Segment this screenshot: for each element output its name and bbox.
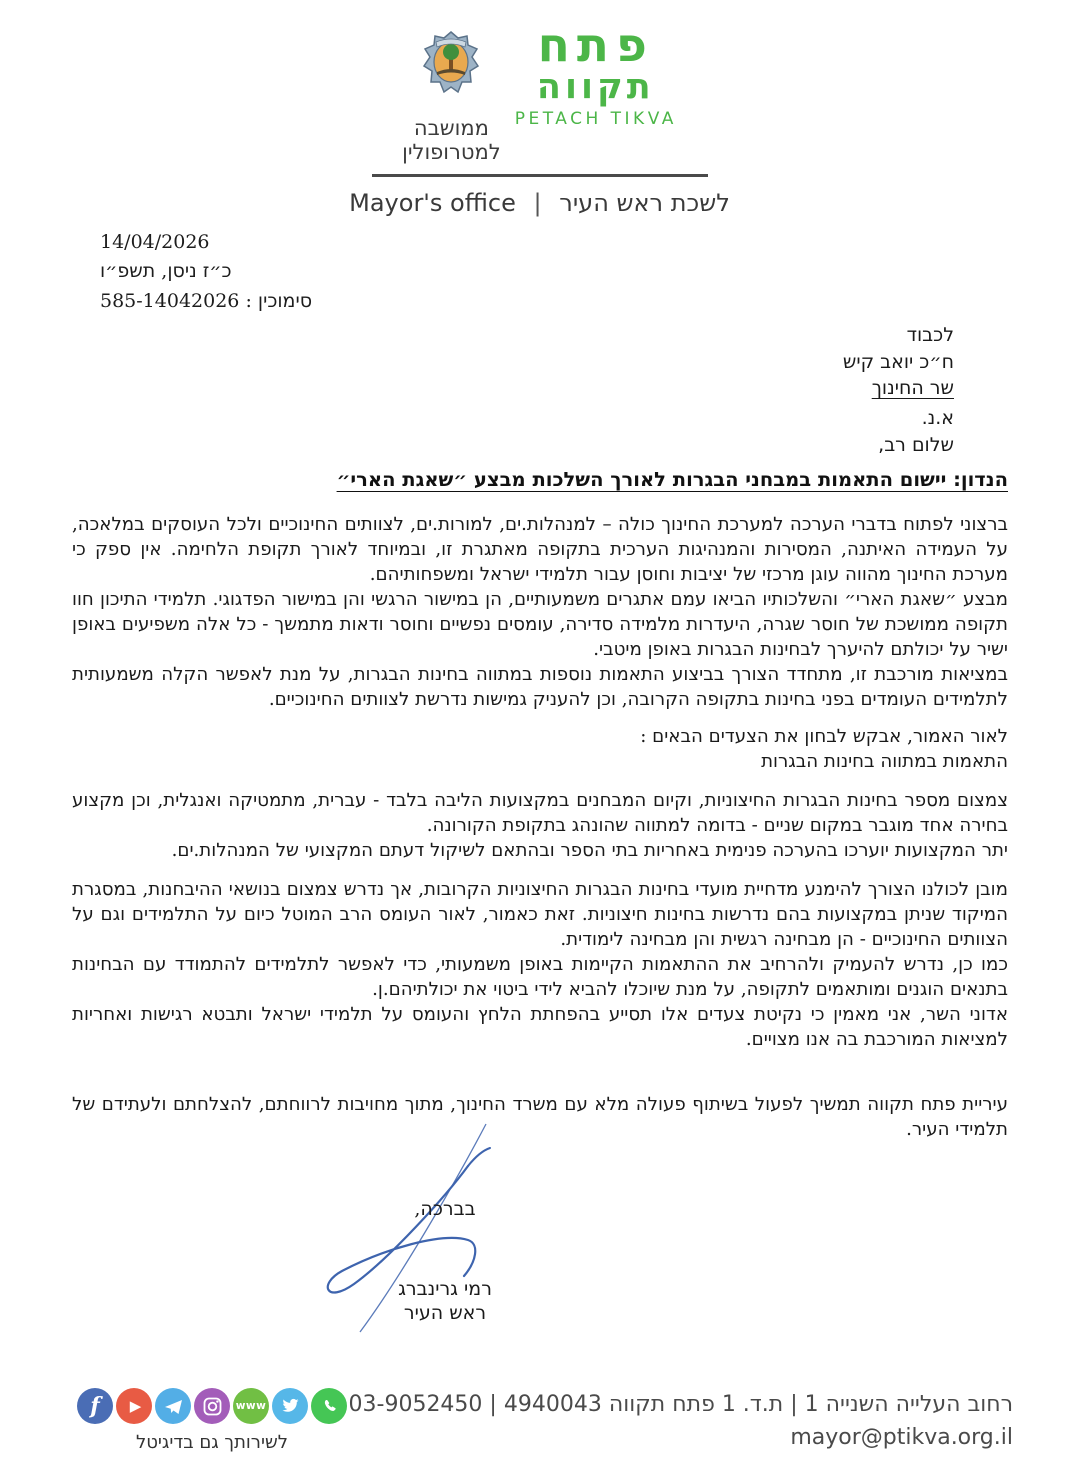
farewell: בברכה, [414,1198,476,1220]
greeting-block [878,405,954,458]
recipient-honorific: לכבוד [906,324,954,346]
body-paragraph: מובן לכולנו הצורך להימנע מדחיית מועדי בחינות הבגרות החיצוניות הקרובות, אך נדרש צמצום בנושאי ההיבחנות, במסגרת המיקוד שניתן במקצועות בהם נדרשות בחינות חיצוניות. זאת כאמור, לאור העומס הרב המוטל כיום על התלמידים וגם על הצוותים החינוכיים - הן מבחינה רגשית והן מבחינה לימודית. [72,879,1008,950]
social-tagline: לשירותך גם בדיגיטל [136,1432,288,1453]
header-divider [372,174,708,177]
footer-email: mayor@ptikva.org.il [790,1425,1013,1450]
logo-hebrew-top: פתח [537,18,654,73]
office-title [0,189,1079,217]
letter-meta [100,228,312,316]
closing-block [328,1198,562,1324]
body-paragraph: יתר המקצועות יוערכו בהערכה פנימית באחריות בתי הספר ובהתאם לשיקול דעתם המקצועי של המנהלות.ים. [171,840,1008,861]
letterhead [0,18,1079,218]
signer-title: ראש העיר [403,1302,487,1324]
instagram-icon [194,1388,230,1424]
body-paragraph: לאור האמור, אבקש לבחון את הצעדים הבאים : [640,726,1008,747]
recipient-name: ח״כ יואב קיש [842,350,954,373]
body-paragraph: אדוני השר, אני מאמין כי נקיטת צעדים אלו תסייע בהפחתת הלחץ והעומס על תלמידי ישראל ותבטא רגישות ואחריות למציאות המורכבת בה אנו מצויים. [72,1004,1008,1050]
youtube-icon: ▶ [116,1388,152,1424]
letter-body [72,512,1008,1142]
body-paragraph: במציאות מורכבת זו, מתחדד הצורך בביצוע התאמות נוספות במתווה בחינות הבגרות, על מנת לאפשר הקלה משמעותית לתלמידים העומדים בפני בחינות בתקופה הקרובה, וכן להעניק גמישות נדרשת לצוותים החינוכיים. [72,664,1008,710]
recipient-title: שר החינוך [871,377,954,400]
body-paragraph: ברצוני לפתוח בדברי הערכה למערכת החינוך כולה – למנהלות.ים, למורות.ים, לצוותים החינוכיים ולכל העוסקים במלאכה, על העמידה האיתנה, המסירות והמנהיגות הערכית בתקופה מאתגרת זו, ובמיוחד לאורך תקופת הלחימה. אין ספק כי מערכת החינוך מהווה עוגן מרכזי של יציבות וחוסן עבור תלמידי ישראל ומשפחותיהם. [72,514,1008,585]
body-paragraph: עיריית פתח תקווה תמשיך לפעול בשיתוף פעולה מלא עם משרד החינוך, מתוך מחויבות לרווחתם, להצלחתם ולעתידם של תלמידי העיר. [72,1094,1008,1140]
footer-address-line: רחוב העלייה השנייה 1 | ת.ד. 1 פתח תקווה 4940043 | 03-9052450 [348,1392,1013,1417]
signer-name: רמי גרינברג [398,1278,492,1300]
office-title-en: Mayor's office [349,189,516,218]
greeting-line2: שלום רב, [878,433,954,456]
telegram-icon [155,1388,191,1424]
city-logo [514,18,677,130]
greeting-line1: א.נ. [921,407,954,429]
body-paragraph: מבצע ״שאגת הארי״ והשלכותיו הביאו עמם אתגרים משמעותיים, הן במישור הרגשי והן במישור הפדגוגי. תלמידי התיכון חוו תקופה ממושכת של חוסר שגרה, היעדרות מלמידה סדירה, עומסים נפשיים וחוסר ודאות מתמשך - כל אלה משפיעים באופן ישיר על יכולתם להיערך לבחינות הבגרות באופן מיטבי. [72,589,1008,660]
body-paragraph: כמו כן, נדרש להעמיק ולהרחיב את ההתאמות הקיימות באופן משמעותי, כדי לאפשר לתלמידים להתמודד עם הבחינות בתנאים הוגנים ומותאמים לתקופה, על מנת שיוכלו להביא לידי ביטוי את יכולתיהם.ן. [72,954,1008,1000]
body-paragraph: צמצום מספר בחינות הבגרות החיצוניות, וקיום המבחנים במקצועות הליבה בלבד - עברית, מתמטיקה ואנגלית, וכן מקצוע בחירה אחד מוגבר במקום שניים - בדומה למתווה שהונהג בתקופת הקורונה. [72,790,1008,836]
office-title-separator: | [533,189,542,218]
logo-hebrew-bottom: תקווה [536,66,655,107]
office-title-he: לשכת ראש העיר [559,189,730,218]
logo-tagline-line2: למטרופולין [402,140,501,165]
footer-social-block [74,1388,350,1453]
logo-tagline-line1: ממושבה [413,116,489,140]
date-gregorian: 14/04/2026 [100,231,210,253]
body-subheading: התאמות במתווה בחינות הבגרות [761,751,1008,772]
footer-contact [349,1388,1013,1454]
website-icon: www [233,1388,269,1424]
recipient-block [843,322,954,402]
facebook-icon: f [77,1388,113,1424]
reference-number: סימוכין : 585-14042026 [100,289,313,312]
city-crest-icon [422,30,480,106]
date-hebrew: כ״ז ניסן, תשפ״ו [100,260,232,283]
twitter-icon [272,1388,308,1424]
subject-line: הנדון: יישום התאמות במבחני הבגרות לאורך השלכות מבצע ״שאגת הארי״ [336,468,1008,491]
whatsapp-icon [311,1388,347,1424]
logo-latin: PETACH TIKVA [514,109,677,130]
municipality-logo-cluster [402,18,677,165]
